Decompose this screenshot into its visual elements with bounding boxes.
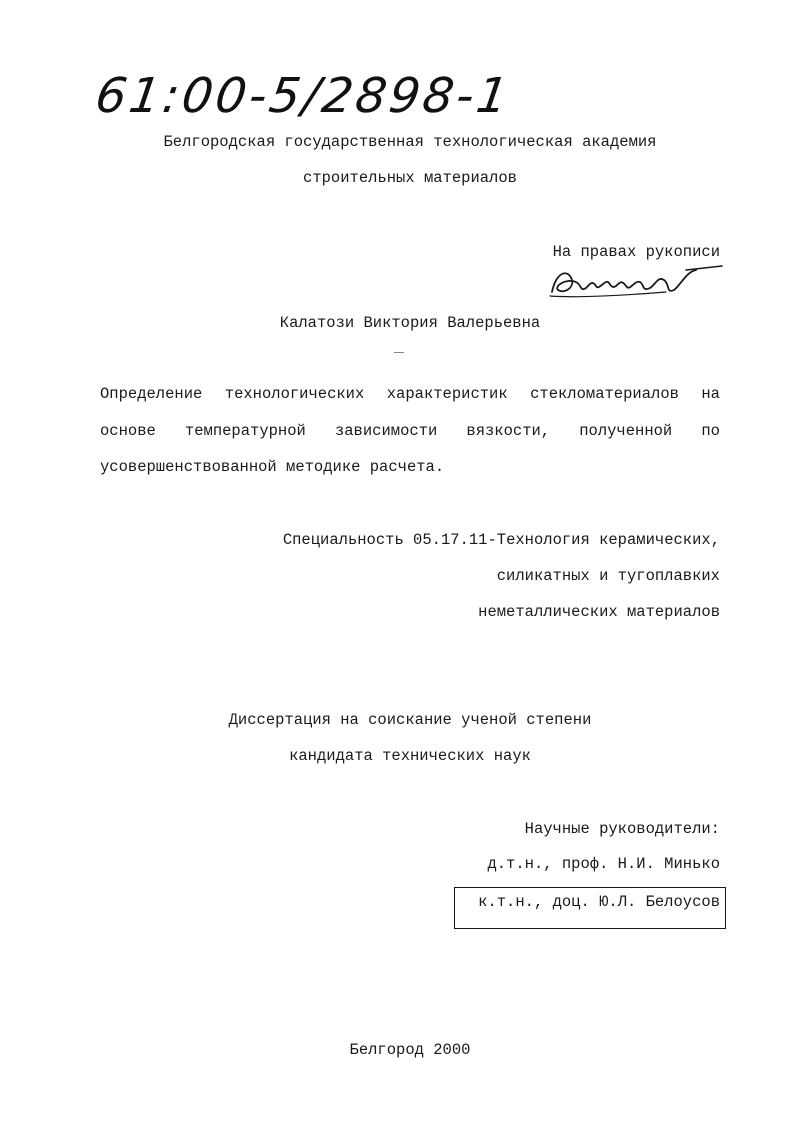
dissertation-line-2: кандидата технических наук	[289, 747, 531, 765]
city-year: Белгород 2000	[349, 1041, 471, 1059]
title-word: Определение	[100, 385, 203, 403]
title-word: основе	[100, 422, 156, 440]
title-word: температурной	[184, 422, 306, 440]
advisors-heading: Научные руководители:	[524, 820, 720, 838]
archive-number: 61:00-5/2898-1	[92, 68, 515, 124]
signature-image	[546, 262, 726, 302]
author-name: Калатози Виктория Валерьевна	[279, 314, 541, 332]
institution-line-2: строительных материалов	[303, 169, 517, 187]
title-word: по	[701, 422, 720, 440]
advisor-2: к.т.н., доц. Ю.Л. Белоусов	[478, 893, 720, 911]
title-word: полученной	[579, 422, 673, 440]
specialty-line-3: неметаллических материалов	[478, 603, 720, 621]
advisor-1: д.т.н., проф. Н.И. Минько	[487, 855, 720, 873]
title-word: характеристик	[386, 385, 508, 403]
title-line-1	[100, 384, 720, 404]
title-word: на	[701, 385, 720, 403]
rights-label: На правах рукописи	[552, 243, 720, 261]
title-line-3: усовершенствованной методике расчета.	[100, 458, 445, 476]
title-word: зависимости	[334, 422, 438, 440]
title-word: стекломатериалов	[530, 385, 679, 403]
divider-mark	[394, 352, 404, 353]
title-word: вязкости,	[466, 422, 551, 440]
specialty-line-2: силикатных и тугоплавких	[496, 567, 720, 585]
institution-line-1: Белгородская государственная технологическая академия	[163, 133, 657, 151]
dissertation-line-1: Диссертация на соискание ученой степени	[228, 711, 592, 729]
title-word: технологических	[224, 385, 365, 403]
title-line-2	[100, 421, 720, 441]
specialty-line-1: Специальность 05.17.11-Технология керамических,	[282, 531, 720, 549]
